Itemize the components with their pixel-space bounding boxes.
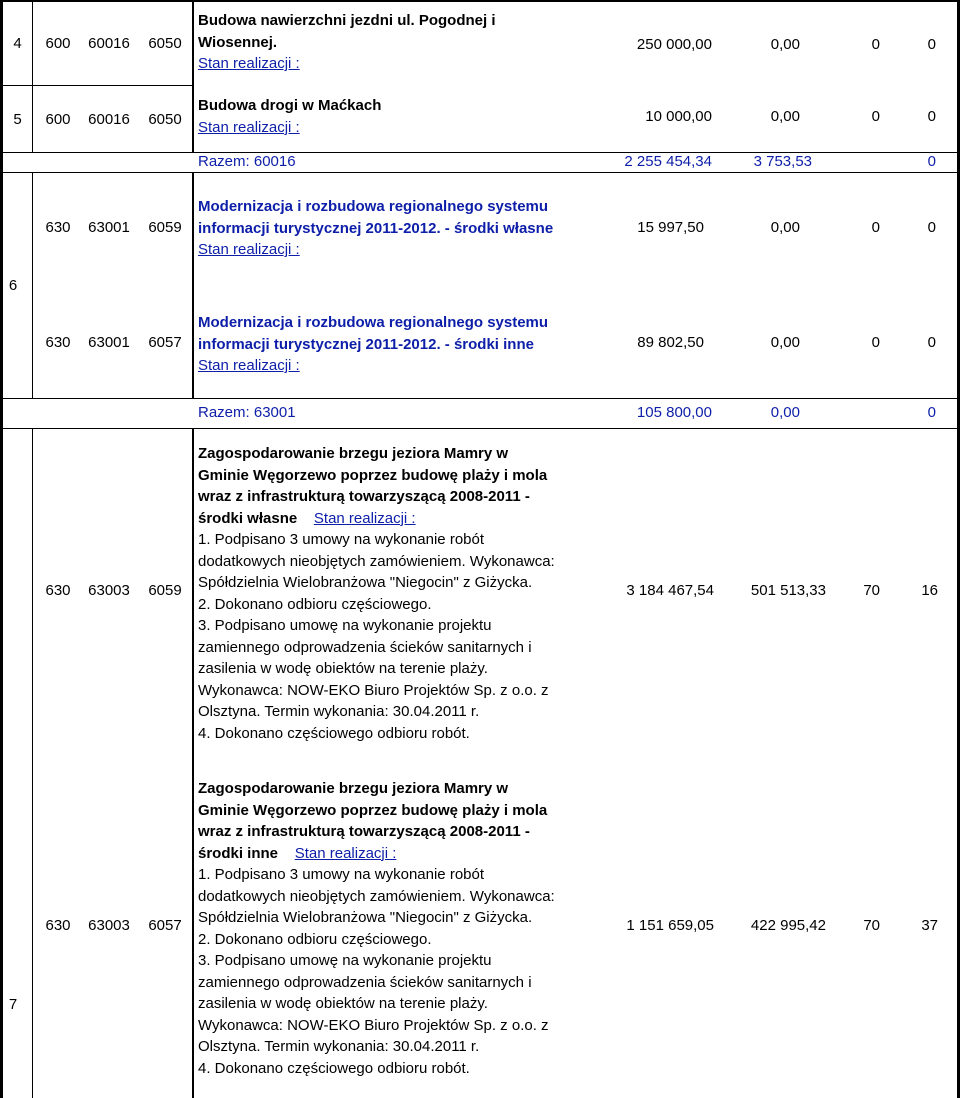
task-title-line: Zagospodarowanie brzegu jeziora Mamry w	[198, 445, 509, 462]
status-note-line: zamiennego odprowadzenia ścieków sanitarnych i	[198, 973, 532, 991]
subtotal-label: Razem: 60016	[198, 153, 296, 170]
task-description	[198, 196, 618, 261]
status-note-line: 1. Podpisano 3 umowy na wykonanie robót	[198, 531, 485, 548]
plan-value: 89 802,50	[637, 334, 704, 351]
rozdzial-cell: 60016	[88, 35, 130, 52]
percent-value: 0	[871, 108, 880, 125]
subtotal-percent: 0	[927, 404, 936, 421]
rozdzial-cell: 60016	[88, 110, 130, 128]
plan-value: 10 000,00	[645, 108, 712, 125]
subtotal-wykonanie: 3 753,53	[753, 153, 812, 170]
status-note-line: zasilenia w wodę obiektów na terenie plaży.	[198, 995, 488, 1012]
status-note-line: 1. Podpisano 3 umowy na wykonanie robót	[198, 866, 485, 883]
stan-realizacji-link[interactable]: Stan realizacji :	[198, 55, 300, 72]
task-title-line: informacji turystycznej 2011-2012. - środki własne	[198, 219, 554, 237]
percent-value: 0	[871, 334, 880, 351]
status-note-line: 3. Podpisano umowę na wykonanie projektu	[198, 952, 492, 969]
rozdzial-cell: 63001	[88, 334, 130, 351]
plan-value: 15 997,50	[637, 219, 704, 236]
lp-cell: 5	[13, 110, 22, 128]
status-note-line: zamiennego odprowadzenia ścieków sanitarnych i	[198, 638, 532, 656]
plan-value: 250 000,00	[636, 36, 712, 53]
stan-realizacji-link[interactable]: Stan realizacji :	[294, 844, 397, 862]
paragraf-cell: 6057	[148, 917, 182, 934]
status-note-line: zasilenia w wodę obiektów na terenie plaży.	[198, 660, 488, 677]
stan-realizacji-link[interactable]: Stan realizacji :	[313, 509, 416, 527]
wykonanie-value: 501 513,33	[750, 582, 826, 599]
lp-cell: 7	[8, 996, 18, 1013]
advancement-value: 16	[921, 582, 938, 599]
status-note-line: Olsztyna. Termin wykonania: 30.04.2011 r.	[198, 1038, 480, 1055]
dzial-cell: 600	[45, 35, 71, 52]
plan-value: 3 184 467,54	[626, 582, 714, 599]
task-title-line: Budowa nawierzchni jezdni ul. Pogodnej i	[198, 12, 496, 29]
status-note-line: Wykonawca: NOW-EKO Biuro Projektów Sp. z o.o. z	[198, 681, 549, 699]
task-description	[198, 778, 618, 1079]
status-notes	[198, 864, 618, 1079]
task-title-line: Budowa drogi w Maćkach	[198, 97, 382, 114]
dzial-cell: 600	[45, 110, 71, 128]
percent-value: 70	[863, 917, 880, 934]
stan-realizacji-link[interactable]: Stan realizacji :	[198, 357, 300, 374]
lp-cell: 4	[13, 35, 22, 52]
task-title-line: Zagospodarowanie brzegu jeziora Mamry w	[198, 780, 509, 797]
subtotal-plan: 105 800,00	[636, 404, 712, 421]
task-description	[198, 10, 618, 75]
advancement-value: 0	[927, 36, 936, 53]
status-note-line: Wykonawca: NOW-EKO Biuro Projektów Sp. z o.o. z	[198, 1016, 549, 1034]
dzial-cell: 630	[45, 917, 71, 934]
subtotal-plan: 2 255 454,34	[624, 153, 712, 170]
paragraf-cell: 6059	[148, 219, 182, 236]
task-description	[198, 443, 618, 744]
subtotal-percent: 0	[927, 153, 936, 170]
rozdzial-cell: 63001	[88, 219, 130, 236]
status-note-line: 2. Dokonano odbioru częściowego.	[198, 595, 432, 613]
advancement-value: 37	[921, 917, 938, 934]
status-note-line: 3. Podpisano umowę na wykonanie projektu	[198, 617, 492, 634]
wykonanie-value: 0,00	[770, 219, 800, 236]
dzial-cell: 630	[45, 334, 71, 351]
status-note-line: 4. Dokonano częściowego odbioru robót.	[198, 1059, 470, 1077]
percent-value: 0	[871, 219, 880, 236]
status-note-line: Olsztyna. Termin wykonania: 30.04.2011 r.	[198, 703, 480, 720]
task-title-line: środki inne	[198, 844, 279, 862]
status-note-line: 4. Dokonano częściowego odbioru robót.	[198, 724, 470, 742]
status-note-line: dodatkowych nieobjętych zamówieniem. Wykonawca:	[198, 552, 555, 570]
paragraf-cell: 6059	[148, 582, 182, 599]
stan-realizacji-link[interactable]: Stan realizacji :	[198, 118, 300, 136]
task-description	[198, 95, 618, 138]
task-title-line: wraz z infrastrukturą towarzyszącą 2008-2011 -	[198, 488, 530, 505]
status-note-line: Spółdzielnia Wielobranżowa "Niegocin" z Giżycka.	[198, 574, 533, 591]
rozdzial-cell: 63003	[88, 582, 130, 599]
rozdzial-cell: 63003	[88, 917, 130, 934]
status-notes	[198, 529, 618, 744]
subtotal-wykonanie: 0,00	[770, 404, 800, 421]
task-title-line: Modernizacja i rozbudowa regionalnego systemu	[198, 314, 549, 331]
dzial-cell: 630	[45, 219, 71, 236]
status-note-line: dodatkowych nieobjętych zamówieniem. Wykonawca:	[198, 887, 555, 905]
advancement-value: 0	[927, 219, 936, 236]
wykonanie-value: 0,00	[770, 334, 800, 351]
plan-value: 1 151 659,05	[626, 917, 714, 934]
subtotal-label: Razem: 63001	[198, 404, 296, 421]
wykonanie-value: 0,00	[770, 36, 800, 53]
advancement-value: 0	[927, 334, 936, 351]
percent-value: 70	[863, 582, 880, 599]
task-title-line: wraz z infrastrukturą towarzyszącą 2008-2011 -	[198, 823, 530, 840]
task-title-line: Gminie Węgorzewo poprzez budowę plaży i mola	[198, 466, 548, 484]
task-description	[198, 312, 618, 377]
task-title-line: informacji turystycznej 2011-2012. - środki inne	[198, 335, 534, 353]
lp-cell: 6	[8, 277, 18, 294]
wykonanie-value: 0,00	[770, 108, 800, 125]
percent-value: 0	[871, 36, 880, 53]
task-title-line: środki własne	[198, 509, 298, 527]
paragraf-cell: 6050	[148, 110, 182, 128]
advancement-value: 0	[927, 108, 936, 125]
wykonanie-value: 422 995,42	[750, 917, 826, 934]
dzial-cell: 630	[45, 582, 71, 599]
task-title-line: Gminie Węgorzewo poprzez budowę plaży i mola	[198, 801, 548, 819]
task-title-line: Wiosennej.	[198, 33, 278, 51]
task-title-line: Modernizacja i rozbudowa regionalnego systemu	[198, 198, 549, 215]
stan-realizacji-link[interactable]: Stan realizacji :	[198, 241, 300, 258]
status-note-line: 2. Dokonano odbioru częściowego.	[198, 930, 432, 948]
paragraf-cell: 6050	[148, 35, 182, 52]
paragraf-cell: 6057	[148, 334, 182, 351]
status-note-line: Spółdzielnia Wielobranżowa "Niegocin" z Giżycka.	[198, 909, 533, 926]
